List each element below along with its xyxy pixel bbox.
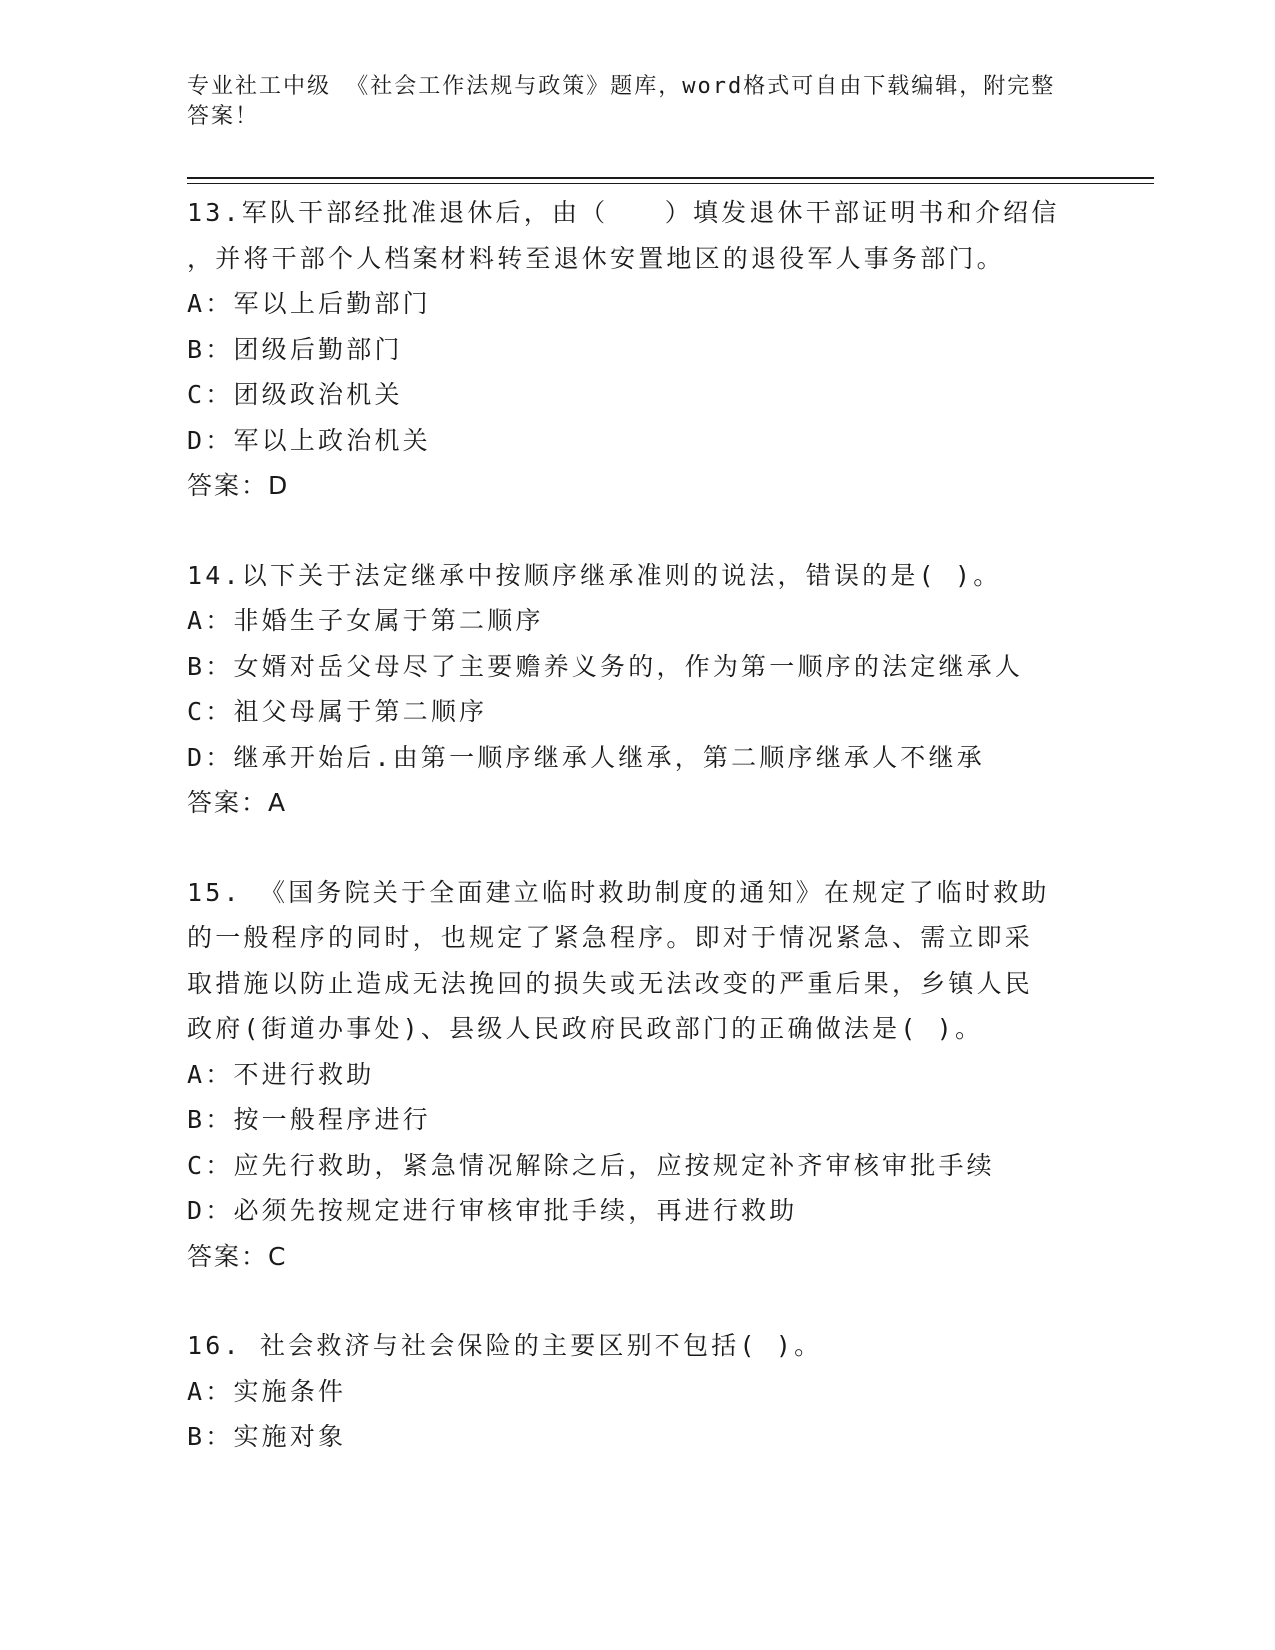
option-c: C：应先行救助，紧急情况解除之后，应按规定补齐审核审批手续 [187,1150,995,1180]
question-stem-line: 13.军队干部经批准退休后，由（ ）填发退休干部证明书和介绍信 [187,198,1060,227]
option-b: B：女婿对岳父母尽了主要赡养义务的，作为第一顺序的法定继承人 [187,651,1024,681]
question-stem-line: ，并将干部个人档案材料转至退休安置地区的退役军人事务部门。 [187,243,1005,273]
header-line-1: 专业社工中级 《社会工作法规与政策》题库，word格式可自由下载编辑，附完整 [187,74,1056,99]
option-a: A：非婚生子女属于第二顺序 [187,606,544,635]
header-divider-thick [187,177,1154,179]
question-stem-line: 政府(街道办事处)、县级人民政府民政部门的正确做法是( )。 [187,1014,984,1043]
header-divider-thin [187,183,1154,184]
option-a: A：军以上后勤部门 [187,289,431,318]
question-16 [187,1323,1067,1460]
answer: 答案：C [187,1241,288,1271]
option-d: D：必须先按规定进行审核审批手续，再进行救助 [187,1196,798,1225]
question-stem-line: 的一般程序的同时，也规定了紧急程序。即对于情况紧急、需立即采 [187,923,1034,952]
question-list [187,190,1067,1504]
option-d: D：继承开始后.由第一顺序继承人继承，第二顺序继承人不继承 [187,742,985,772]
document-header [187,72,1087,132]
question-stem-line: 14.以下关于法定继承中按顺序继承准则的说法，错误的是( )。 [187,560,1002,590]
question-13 [187,190,1067,509]
header-line-2: 答案！ [187,104,260,129]
question-stem-line: 取措施以防止造成无法挽回的损失或无法改变的严重后果，乡镇人民 [187,968,1034,998]
answer: 答案：A [187,788,288,817]
option-a: A：实施条件 [187,1376,347,1406]
option-c: C：团级政治机关 [187,380,403,409]
option-b: B：按一般程序进行 [187,1105,431,1134]
option-c: C：祖父母属于第二顺序 [187,697,488,726]
question-stem-line: 15. 《国务院关于全面建立临时救助制度的通知》在规定了临时救助 [187,877,1050,907]
question-stem-line: 16. 社会救济与社会保险的主要区别不包括( )。 [187,1331,823,1360]
question-15 [187,870,1067,1280]
option-b: B：实施对象 [187,1422,347,1451]
question-14 [187,553,1067,826]
option-b: B：团级后勤部门 [187,334,403,364]
option-d: D：军以上政治机关 [187,425,431,455]
answer: 答案：D [187,471,290,500]
option-a: A：不进行救助 [187,1059,375,1089]
